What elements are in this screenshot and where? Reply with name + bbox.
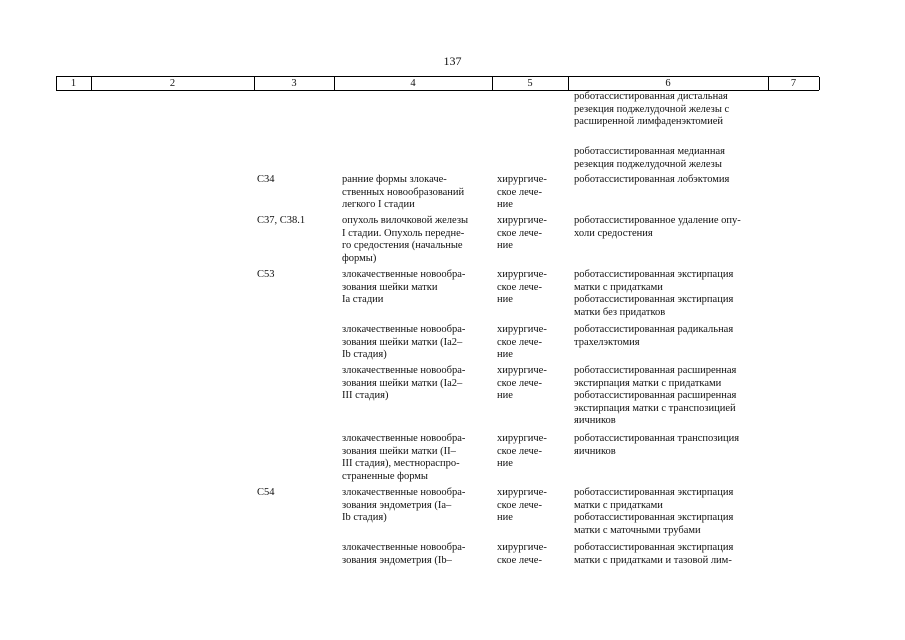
table-border-right bbox=[819, 77, 820, 90]
icd-code-cell: C53 bbox=[257, 269, 275, 280]
diagnosis-cell: ранние формы злокаче- ственных новообразований легкого I стадии bbox=[342, 174, 465, 211]
icd-code-cell: C37, C38.1 bbox=[257, 215, 306, 226]
diagnosis-cell: злокачественные новообра- зования эндометрия (Ib– bbox=[342, 542, 466, 566]
header-col-3: 3 bbox=[291, 78, 297, 89]
diagnosis-cell: злокачественные новообра- зования шейки матки (II– III стадия), местнораспро- страненные формы bbox=[342, 433, 466, 482]
header-col-2: 2 bbox=[169, 78, 176, 89]
diagnosis-cell: злокачественные новообра- зования эндометрия (Ia– Ib стадия) bbox=[342, 487, 466, 524]
method-cell: роботассистированная экстирпация матки с придатками роботассистированная экстирпация матки с маточными трубами bbox=[574, 487, 734, 536]
treatment-type-cell: хирургиче- ское лече- ние bbox=[497, 215, 547, 252]
treatment-type-cell: хирургиче- ское лече- ние bbox=[497, 174, 547, 211]
treatment-type-cell: хирургиче- ское лече- ние bbox=[497, 324, 547, 361]
method-cell: роботассистированное удаление опу- холи средостения bbox=[574, 215, 741, 239]
page-number: 137 bbox=[443, 54, 462, 68]
header-col-6: 6 bbox=[665, 78, 671, 89]
table-header-row bbox=[56, 76, 819, 91]
method-cell: роботассистированная экстирпация матки с придатками роботассистированная экстирпация матки без придатков bbox=[574, 269, 734, 318]
method-cell: роботассистированная лобэктомия bbox=[574, 174, 730, 185]
diagnosis-cell: злокачественные новообра- зования шейки матки (Ia2– Ib стадия) bbox=[342, 324, 466, 361]
treatment-type-cell: хирургиче- ское лече- ние bbox=[497, 365, 547, 402]
method-cell: роботассистированная экстирпация матки с придатками и тазовой лим- bbox=[574, 542, 734, 566]
header-col-5: 5 bbox=[527, 78, 533, 89]
method-cell: роботассистированная медианная резекция поджелудочной железы bbox=[574, 146, 725, 170]
treatment-type-cell: хирургиче- ское лече- bbox=[497, 542, 547, 566]
treatment-type-cell: хирургиче- ское лече- ние bbox=[497, 269, 547, 306]
treatment-type-cell: хирургиче- ское лече- ние bbox=[497, 487, 547, 524]
icd-code-cell: C34 bbox=[257, 174, 275, 185]
diagnosis-cell: злокачественные новообра- зования шейки матки (Ia2– III стадия) bbox=[342, 365, 466, 402]
method-cell: роботассистированная транспозиция яичников bbox=[574, 433, 740, 457]
diagnosis-cell: опухоль вилочковой железы I стадии. Опухоль передне- го средостения (начальные формы) bbox=[342, 215, 469, 264]
treatment-type-cell: хирургиче- ское лече- ние bbox=[497, 433, 547, 470]
header-col-4: 4 bbox=[410, 78, 416, 89]
method-cell: роботассистированная расширенная экстирпация матки с придатками роботассистированная расширенная экстирпация матки с транспозицией яичников bbox=[574, 365, 737, 427]
method-cell: роботассистированная дистальная резекция поджелудочной железы с расширенной лимфаденэктомией bbox=[574, 91, 730, 128]
header-col-1: 1 bbox=[70, 78, 77, 89]
method-cell: роботассистированная радикальная трахелэктомия bbox=[574, 324, 734, 348]
header-col-7: 7 bbox=[790, 78, 797, 89]
diagnosis-cell: злокачественные новообра- зования шейки матки Ia стадии bbox=[342, 269, 466, 306]
icd-code-cell: C54 bbox=[257, 487, 275, 498]
